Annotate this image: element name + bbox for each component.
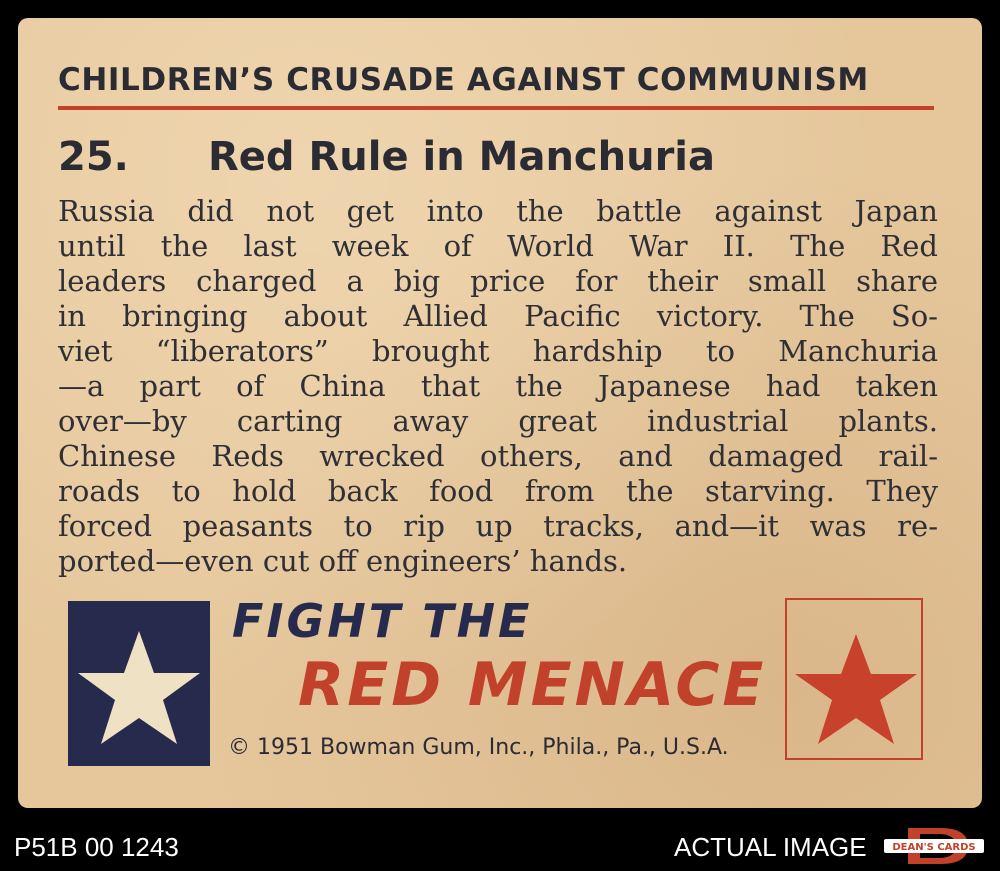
body-line: forced peasants to rip up tracks, and—it was re- (58, 509, 938, 543)
cert-id: P51B 00 1243 (14, 832, 179, 862)
title-divider (58, 106, 934, 110)
trading-card (18, 18, 982, 808)
logo-icon (880, 826, 988, 866)
card-body-text (58, 194, 938, 579)
series-title: CHILDREN’S CRUSADE AGAINST COMMUNISM (58, 62, 869, 98)
logo-text: DEAN'S CARDS (892, 842, 976, 853)
body-line: Russia did not get into the battle against Japan (58, 194, 938, 228)
body-line: —a part of China that the Japanese had taken (58, 369, 938, 403)
body-line: viet “liberators” brought hardship to Manchuria (58, 334, 938, 368)
star-icon (68, 601, 210, 766)
body-line: until the last week of World War II. The Red (58, 229, 938, 263)
deans-cards-logo (880, 826, 988, 866)
card-number: 25. (58, 134, 129, 180)
actual-image-label: ACTUAL IMAGE (674, 832, 867, 862)
card-title: Red Rule in Manchuria (208, 134, 716, 180)
body-line: roads to hold back food from the starving. They (58, 474, 938, 508)
body-line: Chinese Reds wrecked others, and damaged rail- (58, 439, 938, 473)
star-icon (787, 600, 925, 762)
blue-star-panel (68, 601, 210, 766)
copyright-notice: © 1951 Bowman Gum, Inc., Phila., Pa., U.S.A. (228, 735, 729, 760)
body-line: ported—even cut off engineers’ hands. (58, 544, 628, 578)
red-star-panel (785, 598, 923, 760)
slogan-red-menace: RED MENACE (298, 650, 767, 720)
body-line: over—by carting away great industrial plants. (58, 404, 938, 438)
body-line: in bringing about Allied Pacific victory. The So- (58, 299, 938, 333)
body-line: leaders charged a big price for their small share (58, 264, 938, 298)
slogan-fight-the: FIGHT THE (232, 594, 533, 648)
